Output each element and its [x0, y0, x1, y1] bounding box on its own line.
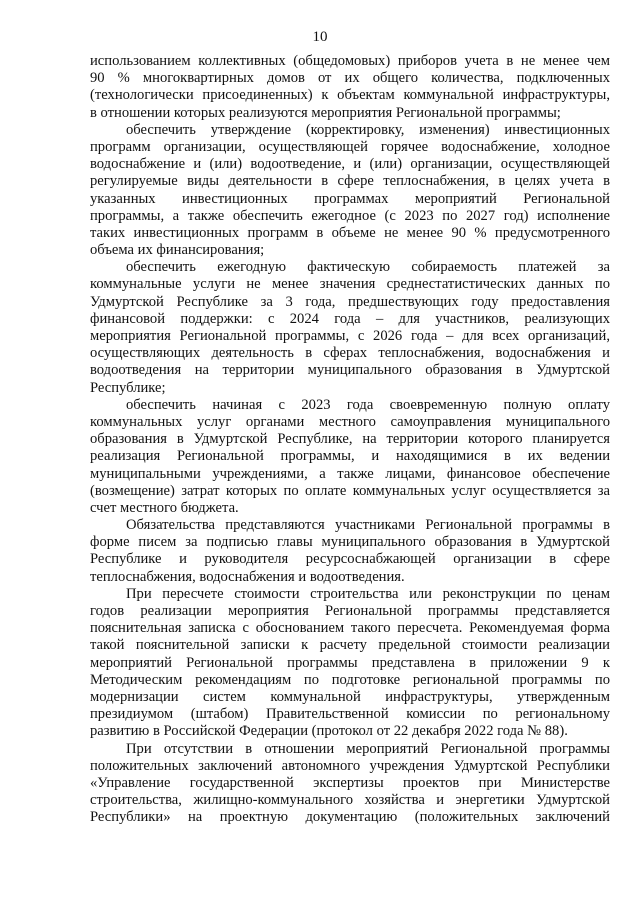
text-line: Методическим рекомендациям по подготовке региональной программы по [90, 671, 610, 688]
text-line: «Управление государственной экспертизы проектов при Министерстве [90, 774, 610, 791]
body-text [90, 53, 610, 826]
text-line: (возмещение) затрат которых по оплате коммунальных услуг осуществляется за [90, 482, 610, 499]
text-line: 90 % многоквартирных домов от их общего количества, подключенных [90, 70, 610, 87]
text-line: (технологически присоединенных) к объектам коммунальной инфраструктуры, [90, 87, 610, 104]
text-line: объема их финансирования; [90, 242, 265, 259]
text-line: Обязательства представляются участниками Региональной программы в [126, 517, 610, 534]
text-line: регулируемые виды деятельности в сфере теплоснабжения, в целях учета в [90, 173, 610, 190]
text-line: водоотведения на территории муниципального образования в Удмуртской [90, 362, 610, 379]
text-line: мероприятий Региональной программы представлена в приложении 9 к [90, 654, 610, 671]
text-line: указанных инвестиционных программах мероприятий Региональной [90, 190, 610, 207]
text-line: реализация Региональной программы, и находящимися в их ведении [90, 448, 610, 465]
text-line: такой пояснительной записки к расчету предельной стоимости реализации [90, 637, 610, 654]
text-line: президиумом (штабом) Правительственной комиссии по региональному [90, 706, 610, 723]
text-line: образования в Удмуртской Республике, на территории которого планируется [90, 431, 610, 448]
text-line: осуществляющих деятельность в сферах теплоснабжения, водоснабжения и [90, 345, 610, 362]
text-line: При пересчете стоимости строительства или реконструкции по ценам [126, 585, 610, 602]
text-line: в отношении которых реализуются мероприятия Региональной программы; [90, 104, 561, 121]
text-line: программ организации, осуществляющей горячее водоснабжение, холодное [90, 138, 610, 155]
text-line: муниципальными учреждениями, а также лицами, финансовое обеспечение [90, 465, 610, 482]
text-line: развитию в Российской Федерации (протокол от 22 декабря 2022 года № 88). [90, 723, 568, 740]
text-line: форме писем за подписью главы муниципального образования в Удмуртской [90, 534, 610, 551]
text-line: модернизации систем коммунальной инфраструктуры, утвержденным [90, 688, 610, 705]
text-line: годов реализации мероприятия Региональной программы представляется [90, 603, 610, 619]
text-line: таких инвестиционных программ в объеме не менее 90 % предусмотренного [90, 224, 610, 241]
text-line: обеспечить начиная с 2023 года своевременную полную оплату [126, 396, 610, 413]
text-line: пояснительная записка с обоснованием такого пересчета. Рекомендуемая форма [90, 620, 610, 637]
text-line: программы, а также обеспечить ежегодное (с 2023 по 2027 год) исполнение [90, 207, 610, 224]
text-line: положительных заключений автономного учреждения Удмуртской Республики [90, 757, 610, 774]
text-line: теплоснабжения, водоснабжения и водоотведения. [90, 568, 405, 585]
text-line: обеспечить ежегодную фактическую собираемость платежей за [126, 259, 610, 276]
text-line: При отсутствии в отношении мероприятий Региональной программы [126, 740, 610, 757]
text-line: коммунальные услуги не менее значения среднестатистических данных по [90, 276, 610, 293]
page-number: 10 [312, 29, 328, 45]
text-line: водоснабжение и (или) водоотведение, и (или) организации, осуществляющей [90, 156, 610, 173]
text-line: финансовой поддержки: с 2024 года – для участников, реализующих [90, 310, 610, 327]
text-line: Республики» на проектную документацию (положительных заключений [90, 809, 610, 826]
text-line: коммунальных услуг органами местного самоуправления муниципального [90, 413, 610, 430]
text-line: Республике и руководителя ресурсоснабжающей организации в сфере [90, 551, 610, 568]
text-line: мероприятия Региональной программы, с 2026 года – для всех организаций, [90, 328, 610, 344]
text-line: строительства, жилищно-коммунального хозяйства и энергетики Удмуртской [90, 792, 610, 809]
text-line: счет местного бюджета. [90, 499, 239, 516]
text-line: Республике; [90, 379, 166, 396]
text-line: использованием коллективных (общедомовых) приборов учета в не менее чем [90, 53, 610, 69]
text-line: обеспечить утверждение (корректировку, изменения) инвестиционных [126, 121, 610, 138]
text-line: Удмуртской Республике за 3 года, предшествующих году предоставления [90, 293, 610, 310]
